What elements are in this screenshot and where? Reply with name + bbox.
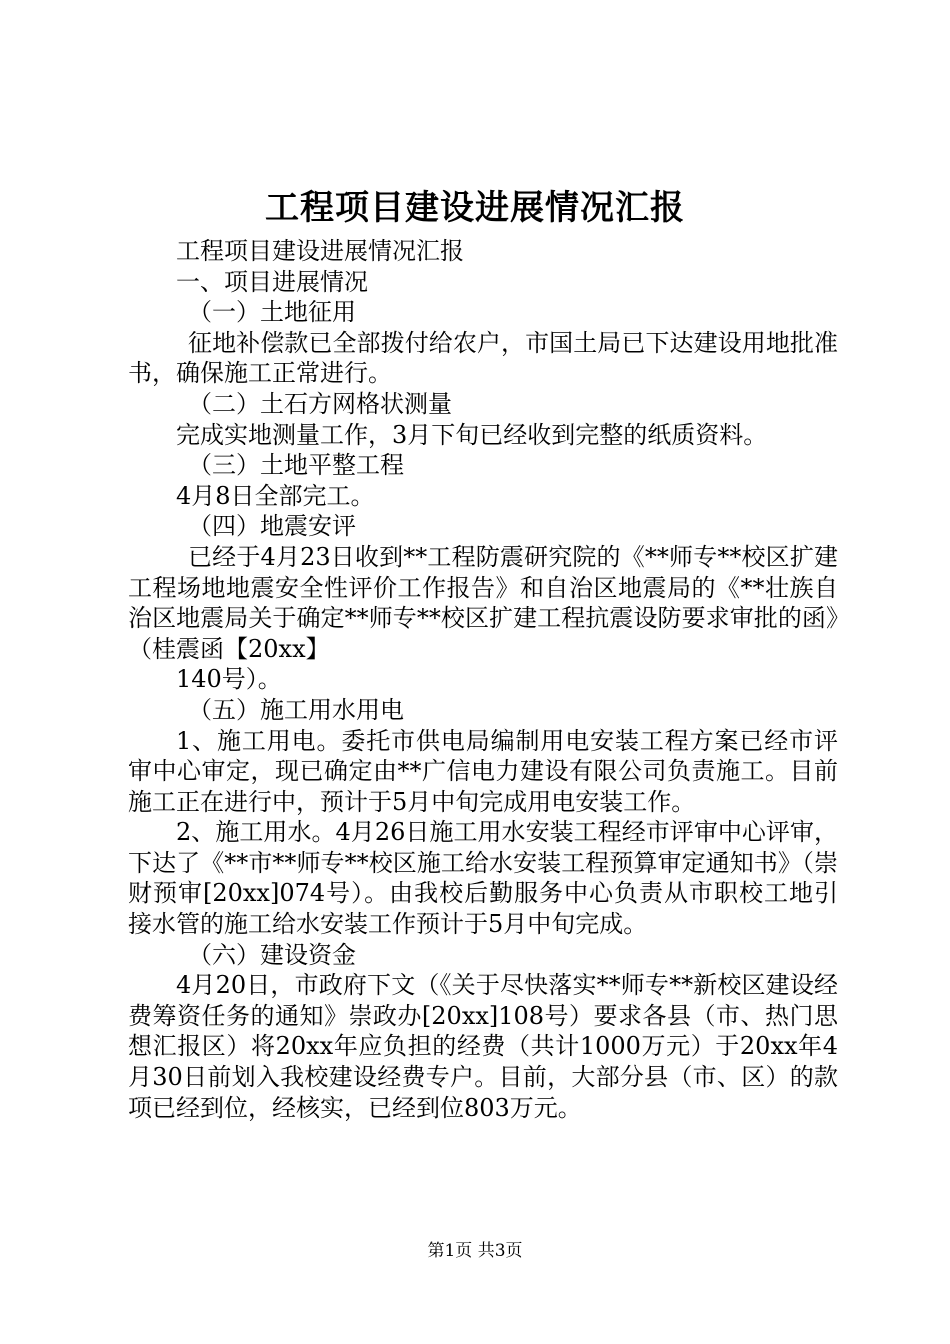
subsection-heading-land: （一）土地征用	[188, 298, 356, 327]
page-footer: 第1页 共3页	[427, 1241, 523, 1261]
subsection-heading-leveling: （三）土地平整工程	[188, 451, 404, 480]
subsection-heading-utilities: （五）施工用水用电	[188, 695, 404, 724]
subsection-heading-survey: （二）土石方网格状测量	[188, 389, 452, 418]
paragraph-water: 2、施工用水。4月26日施工用水安装工程经市评审中心评审，下达了《**市**师专**校区施工给水安装工程预算审定通知书》（崇财预审[20xx]074号）。由我校后勤服务中心负责从市职校工地引接水管的施工给水安装工作预计于5月中旬完成。	[128, 818, 838, 939]
subsection-heading-funds: （六）建设资金	[188, 940, 356, 969]
paragraph-heading-repeat: 工程项目建设进展情况汇报	[176, 237, 464, 265]
paragraph-seismic-number: 140号）。	[176, 665, 282, 694]
paragraph-survey: 完成实地测量工作，3月下旬已经收到完整的纸质资料。	[176, 420, 768, 449]
document-title: 工程项目建设进展情况汇报	[265, 188, 685, 228]
paragraph-seismic: 已经于4月23日收到**工程防震研究院的《**师专**校区扩建工程场地地震安全性评价工作报告》和自治区地震局的《**壮族自治区地震局关于确定**师专**校区扩建工程抗震设防要求审批的函》（桂震函【20xx】	[128, 542, 838, 663]
subsection-heading-seismic: （四）地震安评	[188, 512, 356, 541]
paragraph-funds: 4月20日，市政府下文（《关于尽快落实**师专**新校区建设经费筹资任务的通知》崇政办[20xx]108号）要求各县（市、热门思想汇报区）将20xx年应负担的经费（共计1000万元）于20xx年4月30日前划入我校建设经费专户。目前，大部分县（市、区）的款项已经到位，经核实，已经到位803万元。	[128, 971, 838, 1122]
document-body	[128, 236, 838, 1123]
paragraph-leveling: 4月8日全部完工。	[176, 481, 375, 510]
section-heading-1: 一、项目进展情况	[176, 267, 368, 296]
paragraph-land: 征地补偿款已全部拨付给农户，市国土局已下达建设用地批准书，确保施工正常进行。	[128, 328, 838, 388]
paragraph-electricity: 1、施工用电。委托市供电局编制用电安装工程方案已经市评审中心审定，现已确定由**广信电力建设有限公司负责施工。目前施工正在进行中，预计于5月中旬完成用电安装工作。	[128, 726, 838, 816]
